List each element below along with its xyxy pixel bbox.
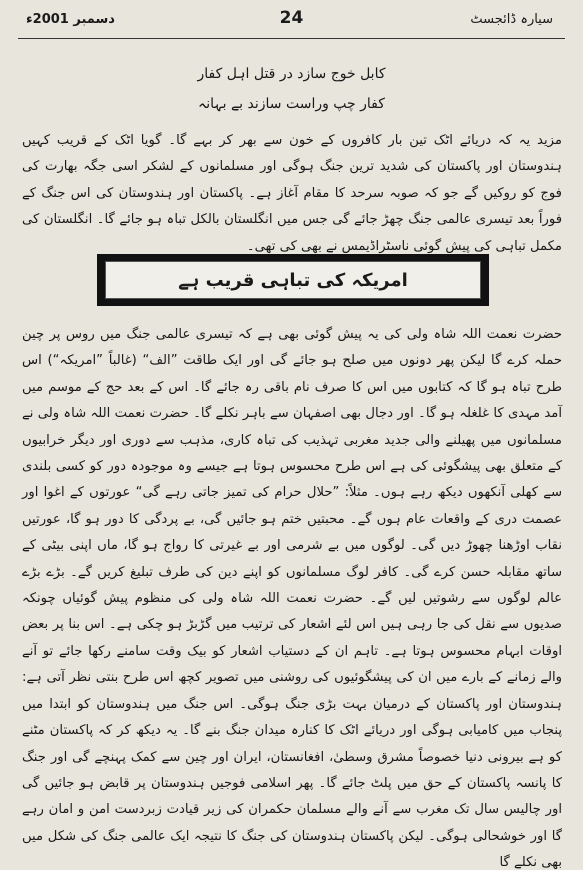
couplet-line-2: کفار چپ وراست سازند بے بہانہ <box>198 96 385 112</box>
couplet-line-1: کابل خوج سازد در قتل اہل کفار <box>197 66 386 82</box>
section-heading: امریکہ کی تباہی قریب ہے <box>178 269 408 291</box>
issue-date: دسمبر 2001ء <box>26 12 115 27</box>
paragraph-1: مزید یہ کہ دریائے اٹک تین بار کافروں کے خون سے بھر کر بہے گا۔ گویا اٹک کے قریب کہیں ہندوستان اور پاکستان کی شدید ترین جنگ ہوگی اور مسلمانوں کے لشکر اسی جگہ بھارت کی فوج کو روکیں گے جو کہ صوبہ سرحد کا مقام آغاز ہے۔ پاکستان اور ہندوستان کی اس جنگ کے فوراً بعد تیسری عالمی جنگ چھڑ جائے گی جس میں انگلستان بالکل تباہ ہو جائے گا۔ انگلستان کی مکمل تباہی کی پیش گوئی ناسٹراڈیمس نے بھی کی تھی۔ <box>22 133 562 254</box>
paragraph-2: حضرت نعمت اللہ شاہ ولی کی یہ پیش گوئی بھی ہے کہ تیسری عالمی جنگ میں روس پر چین حملہ کرے گا لیکن پھر دونوں میں صلح ہو جائے گی اور ایک طاقت ”الف“ (غالباً ”امریکہ“) اس طرح تباہ ہو گا کہ کتابوں میں اس کا صرف نام باقی رہ جائے گا۔ اس کے بعد حج کے موسم میں آمد مہدی کا غلغلہ ہو گا۔ اور دجال بھی اصفہان سے باہر نکلے گا۔ حضرت نعمت اللہ شاہ ولی نے مسلمانوں میں پھیلنے والی جدید مغربی تہذیب کی تباہ کاری، مذہب سے دوری اور دیگر خرابیوں کے متعلق بھی پیشگوئی کی ہے اس طرح محسوس ہوتا ہے جیسے وہ موجودہ دور کو کسی بلندی سے کھلی آنکھوں دیکھ رہے ہوں۔ مثلاً: ”حلال حرام کی تمیز جاتی رہے گی“ عورتوں کے اغوا اور عصمت دری کے واقعات عام ہوں گے۔ محبتیں ختم ہو جائیں گی، بے پردگی کا دور ہو گا، عورتیں نقاب اوڑھنا چھوڑ دیں گی۔ لوگوں میں بے شرمی اور بے غیرتی کا رواج ہو گا، ماں اپنی بیٹی کے ساتھ مقابلہ حسن کرے گی۔ کافر لوگ مسلمانوں کو اپنے دین کی طرف تبلیغ کریں گے۔ بڑے بڑے عالم لوگوں سے رشوتیں لیں گے۔ حضرت نعمت اللہ شاہ ولی کی منظوم پیش گوئیاں چونکہ صدیوں سے نقل کی جا رہی ہیں اس لئے اشعار کی ترتیب میں گڑبڑ ہو چکی ہے۔ اس بنا پر بعض اوقات ابہام محسوس ہوتا ہے۔ تاہم ان کے دستیاب اشعار کو بیک وقت سامنے رکھا جائے تو آنے والے زمانے کے بارے میں ان کی پیشگوئیوں کی روشنی میں تصویر کچھ اس طرح بنتی نظر آتی ہے: ہندوستان اور پاکستان کے درمیان بہت بڑی جنگ ہوگی۔ اس جنگ میں ہندوستان کو ابتدا میں پنجاب میں کامیابی ہوگی اور دریائے اٹک کا کنارہ میدان جنگ بنے گا۔ یہ دیکھ کر کہ پاکستان مٹنے کو ہے بیرونی دنیا خصوصاً مشرق وسطیٰ، افغانستان، ایران اور چین سے کمک پہنچے گی اور جنگ کا پانسہ پاکستان کے حق میں پلٹ جائے گا۔ پھر اسلامی فوجیں ہندوستان پر قابض ہو جائیں گی اور چالیس سال تک مغرب سے آنے والے مسلمان حکمران کی زیر قیادت زبردست امن و امان رہے گا اور خوشحالی ہوگی۔ لیکن پاکستان ہندوستان کی جنگ کا نتیجہ ایک عالمی جنگ کی شکل میں بھی نکلے گا <box>22 327 562 870</box>
magazine-name: سیارہ ڈائجسٹ <box>470 12 553 27</box>
header-rule <box>18 38 565 39</box>
section-heading-box <box>97 254 489 306</box>
page-header <box>0 8 583 38</box>
page-number: 24 <box>279 8 304 28</box>
